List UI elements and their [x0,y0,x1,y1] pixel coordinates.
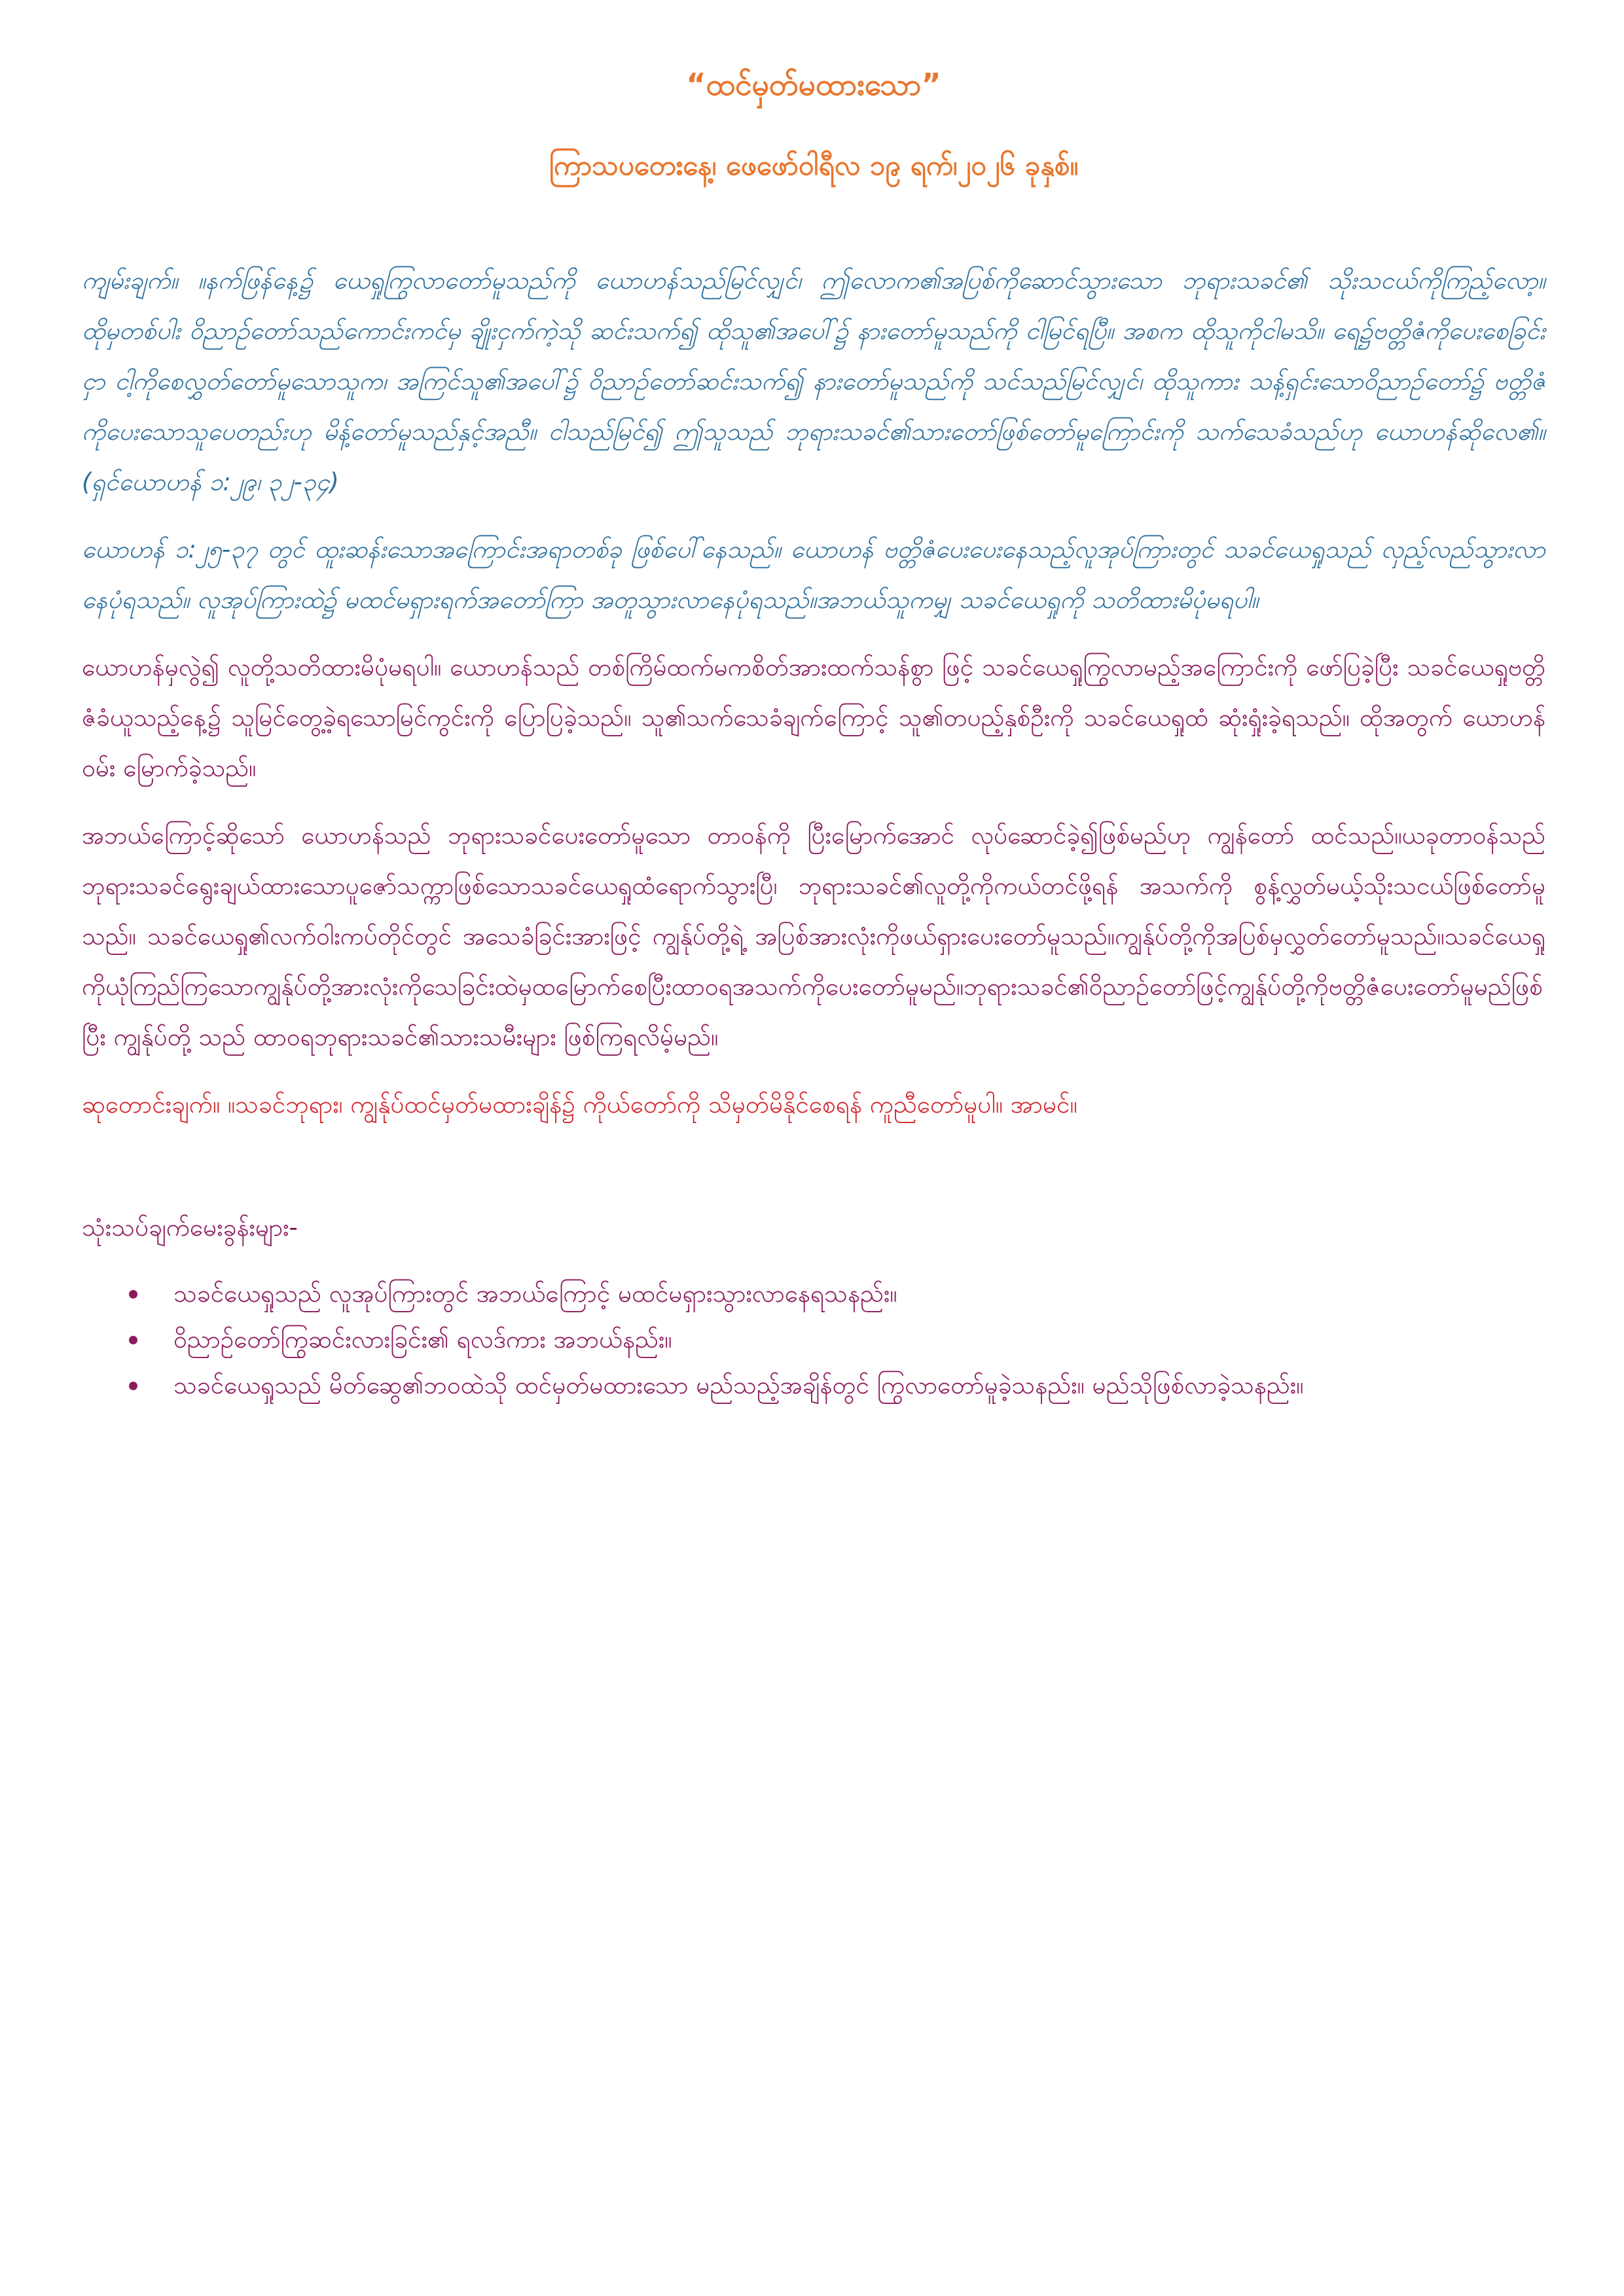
question-text: သခင်ယေရှုသည် မိတ်ဆွေ၏ဘဝထဲသို ထင်မှတ်မထားသော မည်သည့်အချိန်တွင် ကြွလာတော်မူခဲ့သနည်း။ မည်သိုဖြစ်လာခဲ့သနည်း။ [173,1371,1304,1400]
reflection-paragraph-2: အဘယ်ကြောင့်ဆိုသော် ယောဟန်သည် ဘုရားသခင်ပေးတော်မူသော တာဝန်ကို ပြီးမြောက်အောင် လုပ်ဆောင်ခဲ့၍ဖြစ်မည်ဟု ကျွန်တော် ထင်သည်။ယခုတာဝန်သည်ဘုရားသခင်ရွေးချယ်ထားသောပူဇော်သက္ကာဖြစ်သောသခင်ယေရှုထံရောက်သွားပြီ၊ ဘုရားသခင်၏လူတို့ကိုကယ်တင်ဖို့ရန် အသက်ကို စွန့်လွှတ်မယ့်သိုးသငယ်ဖြစ်တော်မူသည်။ သခင်ယေရှု၏လက်ဝါးကပ်တိုင်တွင် အသေခံခြင်းအားဖြင့် ကျွန်ုပ်တို့ရဲ့ အပြစ်အားလုံးကိုဖယ်ရှားပေးတော်မူသည်။ကျွန်ုပ်တို့ကိုအပြစ်မှလွှတ်တော်မူသည်။သခင်ယေရှုကိုယုံကြည်ကြသောကျွန်ုပ်တို့အားလုံးကိုသေခြင်းထဲမှထမြောက်စေပြီးထာဝရအသက်ကိုပေးတော်မူမည်။ဘုရားသခင်၏ဝိညာဉ်တော်ဖြင့်ကျွန်ုပ်တို့ကိုဗတ္တိဇံပေးတော်မူမည်ဖြစ်ပြီး ကျွန်ုပ်တို့ သည် ထာဝရဘုရားသခင်၏သားသမီးများ ဖြစ်ကြရလိမ့်မည်။ [82,821,1545,1052]
question-item [128,1365,1545,1406]
questions-heading: သုံးသပ်ချက်မေးခွန်းများ- [82,1213,298,1242]
bullet-icon [129,1382,137,1390]
context-paragraph: ယောဟန် ၁:၂၅-၃၇ တွင် ထူးဆန်းသောအကြောင်းအရာတစ်ခု ဖြစ်ပေါ်နေသည်။ ယောဟန် ဗတ္တိဇံပေးပေးနေသည့်လူအုပ်ကြားတွင် သခင်ယေရှုသည် လှည့်လည်သွားလာနေပုံရသည်။ လူအုပ်ကြားထဲ၌ မထင်မရှားရက်အတော်ကြာ အတူသွားလာနေပုံရသည်။အဘယ်သူကမျှ သခင်ယေရှုကို သတိထားမိပုံမရပါ။ [82,535,1545,615]
scripture-paragraph: ကျမ်းချက်။ ။နက်ဖြန်နေ့၌ ယေရှုကြွလာတော်မူသည်ကို ယောဟန်သည်မြင်လျှင်၊ ဤလောက၏အပြစ်ကိုဆောင်သွားသော ဘုရားသခင်၏ သိုးသငယ်ကိုကြည့်လော့။ ထိုမှတစ်ပါး ဝိညာဉ်တော်သည်ကောင်းကင်မှ ချိုးငှက်ကဲ့သို ဆင်းသက်၍ ထိုသူ၏အပေါ်၌ နားတော်မူသည်ကို ငါမြင်ရပြီ။ အစက ထိုသူကိုငါမသိ။ ရေ၌ဗတ္တိဇံကိုပေးစေခြင်းငှာ ငါ့ကိုစေလွှတ်တော်မူသောသူက၊ အကြင်သူ၏အပေါ်၌ ဝိညာဉ်တော်ဆင်းသက်၍ နားတော်မူသည်ကို သင်သည်မြင်လျှင်၊ ထိုသူကား သန့်ရှင်းသောဝိညာဉ်တော်၌ ဗတ္တိဇံကိုပေးသောသူပေတည်းဟု မိန့်တော်မူသည်နှင့်အညီ။ ငါသည်မြင်၍ ဤသူသည် ဘုရားသခင်၏သားတော်ဖြစ်တော်မူကြောင်းကို သက်သေခံသည်ဟု ယောဟန်ဆိုလေ၏။ (ရှင်ယောဟန် ၁:၂၉၊ ၃၂-၃၄) [82,266,1545,497]
question-text: ဝိညာဉ်တော်ကြွဆင်းလားခြင်း၏ ရလဒ်ကား အဘယ်နည်း။ [173,1325,672,1354]
question-item [128,1319,1545,1360]
questions-list [82,1274,1545,1406]
prayer-paragraph: ဆုတောင်းချက်။ ။သခင်ဘုရား၊ ကျွန်ုပ်ထင်မှတ်မထားချိန်၌ ကိုယ်တော်ကို သိမှတ်မိနိုင်စေရန် ကူညီတော်မူပါ။ အာမင်။ [82,1090,1077,1119]
bullet-icon [129,1336,137,1344]
page-date: ကြာသပတေးနေ့၊ ဖေဖော်ဝါရီလ ၁၉ ရက်၊၂၀၂၆ ခုနှစ်။ [549,149,1079,181]
page-title: “ထင်မှတ်မထားသော” [686,67,941,102]
reflection-paragraph-1: ယောဟန်မှလွဲ၍ လူတို့သတိထားမိပုံမရပါ။ ယောဟန်သည် တစ်ကြိမ်ထက်မကစိတ်အားထက်သန်စွာ ဖြင့် သခင်ယေရှုကြွလာမည့်အကြောင်းကို ဖော်ပြခဲ့ပြီး သခင်ယေရှုဗတ္တိဇံခံယူသည့်နေ့၌ သူမြင်တွေ့ခဲ့ရသောမြင်ကွင်းကို ပြောပြခဲ့သည်။ သူ၏သက်သေခံချက်ကြောင့် သူ၏တပည့်နှစ်ဦးကို သခင်ယေရှုထံ ဆုံးရှုံးခဲ့ရသည်။ ထိုအတွက် ယောဟန်ဝမ်း မြောက်ခဲ့သည်။ [82,653,1545,783]
question-item [128,1274,1545,1314]
bullet-icon [129,1290,137,1299]
question-text: သခင်ယေရှုသည် လူအုပ်ကြားတွင် အဘယ်ကြောင့် မထင်မရှားသွားလာနေရသနည်း။ [173,1280,897,1308]
